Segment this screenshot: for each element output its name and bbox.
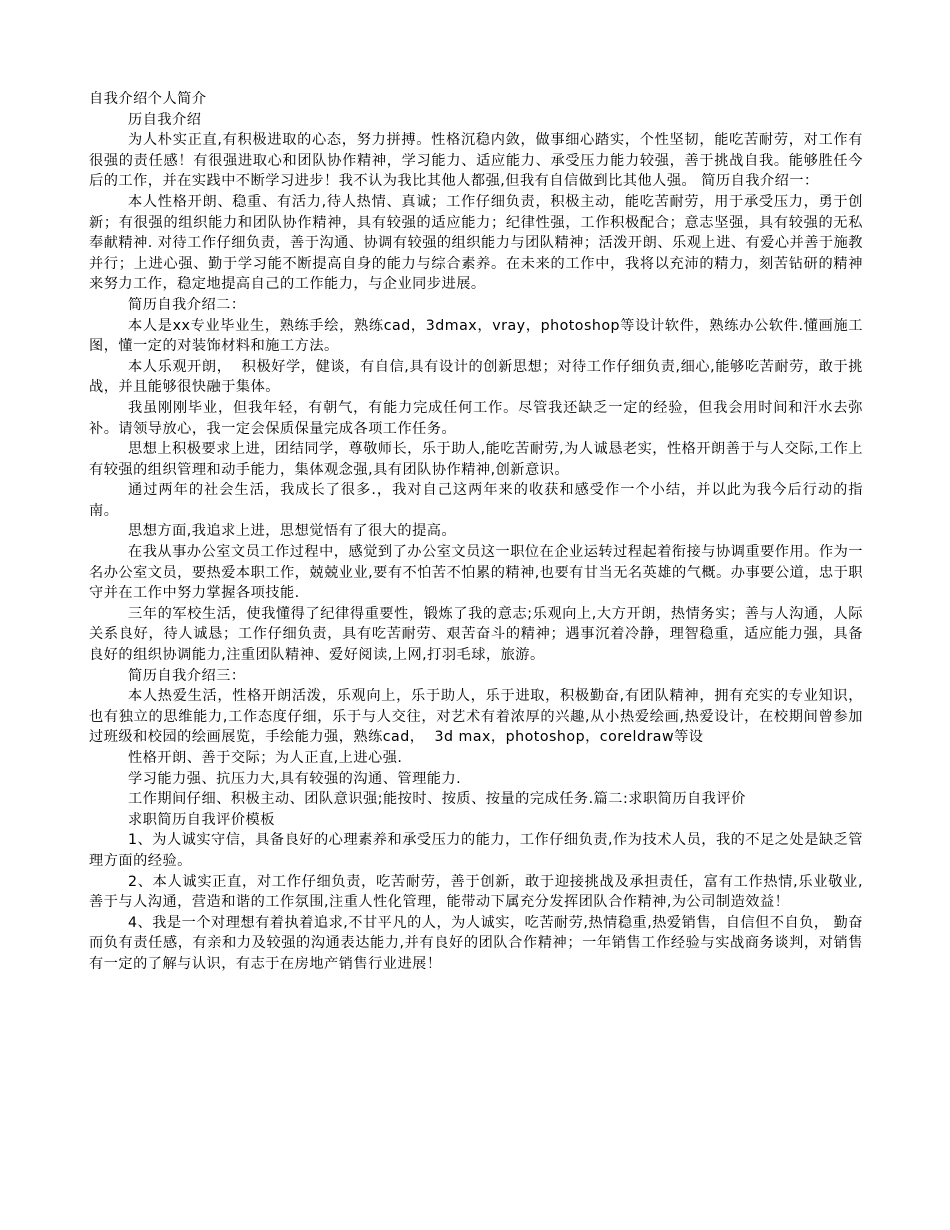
paragraph: 学习能力强、抗压力大,具有较强的沟通、管理能力. [128,770,462,787]
section-heading: 简历自我介绍三： [128,667,246,684]
paragraph: 本人乐观开朗， 积极好学，健谈，有自信,具有设计的创新思想；对待工作仔细负责,细心,能够吃苦耐劳，敢于挑战，并且能够很快融于集体。 [89,358,863,396]
paragraph: 本人性格开朗、稳重、有活力,待人热情、真诚；工作仔细负责，积极主动，能吃苦耐劳，用于承受压力，勇于创新；有很强的组织能力和团队协作精神，具有较强的适应能力；纪律性强，工作积极配合；意志坚强，具有较强的无私奉献精神. 对待工作仔细负责，善于沟通、协调有较强的组织能力与团队精神；活泼开朗、乐观上进、有爱心并善于施教并行；上进心强、勤于学习能不断提高自身的能力与综合素养。在未来的工作中，我将以充沛的精力，刻苦钻研的精神来努力工作，稳定地提高自己的工作能力，与企业同步进展。 [89,193,863,293]
list-item: 2、本人诚实正直，对工作仔细负责，吃苦耐劳，善于创新，敢于迎接挑战及承担责任，富有工作热情,乐业敬业,善于与人沟通，营造和谐的工作氛围,注重人性化管理，能带动下属充分发挥团队合作精神,为公司制造效益！ [89,873,863,911]
paragraph: 思想上积极要求上进，团结同学，尊敬师长，乐于助人,能吃苦耐劳,为人诚恳老实，性格开朗善于与人交际,工作上有较强的组织管理和动手能力，集体观念强,具有团队协作精神,创新意识。 [89,441,863,478]
paragraph: 在我从事办公室文员工作过程中，感觉到了办公室文员这一职位在企业运转过程起着衔接与协调重要作用。作为一名办公室文员，要热爱本职工作，兢兢业业,要有不怕苦不怕累的精神,也要有甘当无名英雄的气概。办事要公道，忠于职守并在工作中努力掌握各项技能. [89,544,863,602]
paragraph: 通过两年的社会生活，我成长了很多.，我对自己这两年来的收获和感受作一个小结，并以此为我今后行动的指南。 [89,482,863,519]
section-heading: 简历自我介绍二： [128,296,246,313]
paragraph: 性格开朗、善于交际；为人正直,上进心强. [128,750,403,766]
list-item: 4、我是一个对理想有着执着追求,不甘平凡的人，为人诚实，吃苦耐劳,热情稳重,热爱销售，自信但不自负， 勤奋而负有责任感，有亲和力及较强的沟通表达能力,并有良好的团队合作精神；一年销售工作经验与实战商务谈判，对销售有一定的了解与认识，有志于在房地产销售行业进展！ [89,914,863,972]
paragraph: 我虽刚刚毕业，但我年轻，有朝气，有能力完成任何工作。尽管我还缺乏一定的经验，但我会用时间和汗水去弥补。请领导放心，我一定会保质保量完成各项工作任务。 [89,399,863,437]
paragraph: 为人朴实正直,有积极进取的心态，努力拼搏。性格沉稳内敛，做事细心踏实，个性坚韧，能吃苦耐劳，对工作有很强的责任感！有很强进取心和团队协作精神，学习能力、适应能力、承受压力能力较强，善于挑战自我。能够胜任今后的工作，并在实践中不断学习进步！我不认为我比其他人都强,但我有自信做到比其他人强。 简历自我介绍一： [89,132,863,190]
list-item: 1、为人诚实守信，具备良好的心理素养和承受压力的能力，工作仔细负责,作为技术人员，我的不足之处是缺乏管理方面的经验。 [89,832,863,869]
section-heading: 求职简历自我评价模板 [128,811,275,828]
document-body [89,89,863,975]
paragraph: 三年的军校生活，使我懂得了纪律得重要性，锻炼了我的意志;乐观向上,大方开朗，热情务实；善与人沟通，人际关系良好，待人诚恳；工作仔细负责，具有吃苦耐劳、艰苦奋斗的精神；遇事沉着冷静，理智稳重，适应能力强，具备良好的组织协调能力,注重团队精神、爱好阅读,上网,打羽毛球，旅游。 [89,605,863,664]
section-heading: 历自我介绍 [128,111,202,128]
paragraph: 工作期间仔细、积极主动、团队意识强;能按时、按质、按量的完成任务.篇二:求职简历自我评价 [128,791,746,808]
paragraph: 本人热爱生活，性格开朗活泼，乐观向上，乐于助人，乐于进取，积极勤奋,有团队精神，拥有充实的专业知识，也有独立的思维能力,工作态度仔细，乐于与人交往，对艺术有着浓厚的兴趣,从小热爱绘画,热爱设计，在校期间曾参加过班级和校园的绘画展览，手绘能力强，熟练cad， 3d max，photoshop，coreldraw等设 [89,688,863,746]
paragraph: 思想方面,我追求上进，思想觉悟有了很大的提高。 [128,523,457,540]
document-title: 自我介绍个人简介 [89,91,207,107]
paragraph: 本人是xx专业毕业生，熟练手绘，熟练cad，3dmax，vray，photoshop等设计软件，熟练办公软件.懂画施工图，懂一定的对装饰材料和施工方法。 [89,317,863,355]
